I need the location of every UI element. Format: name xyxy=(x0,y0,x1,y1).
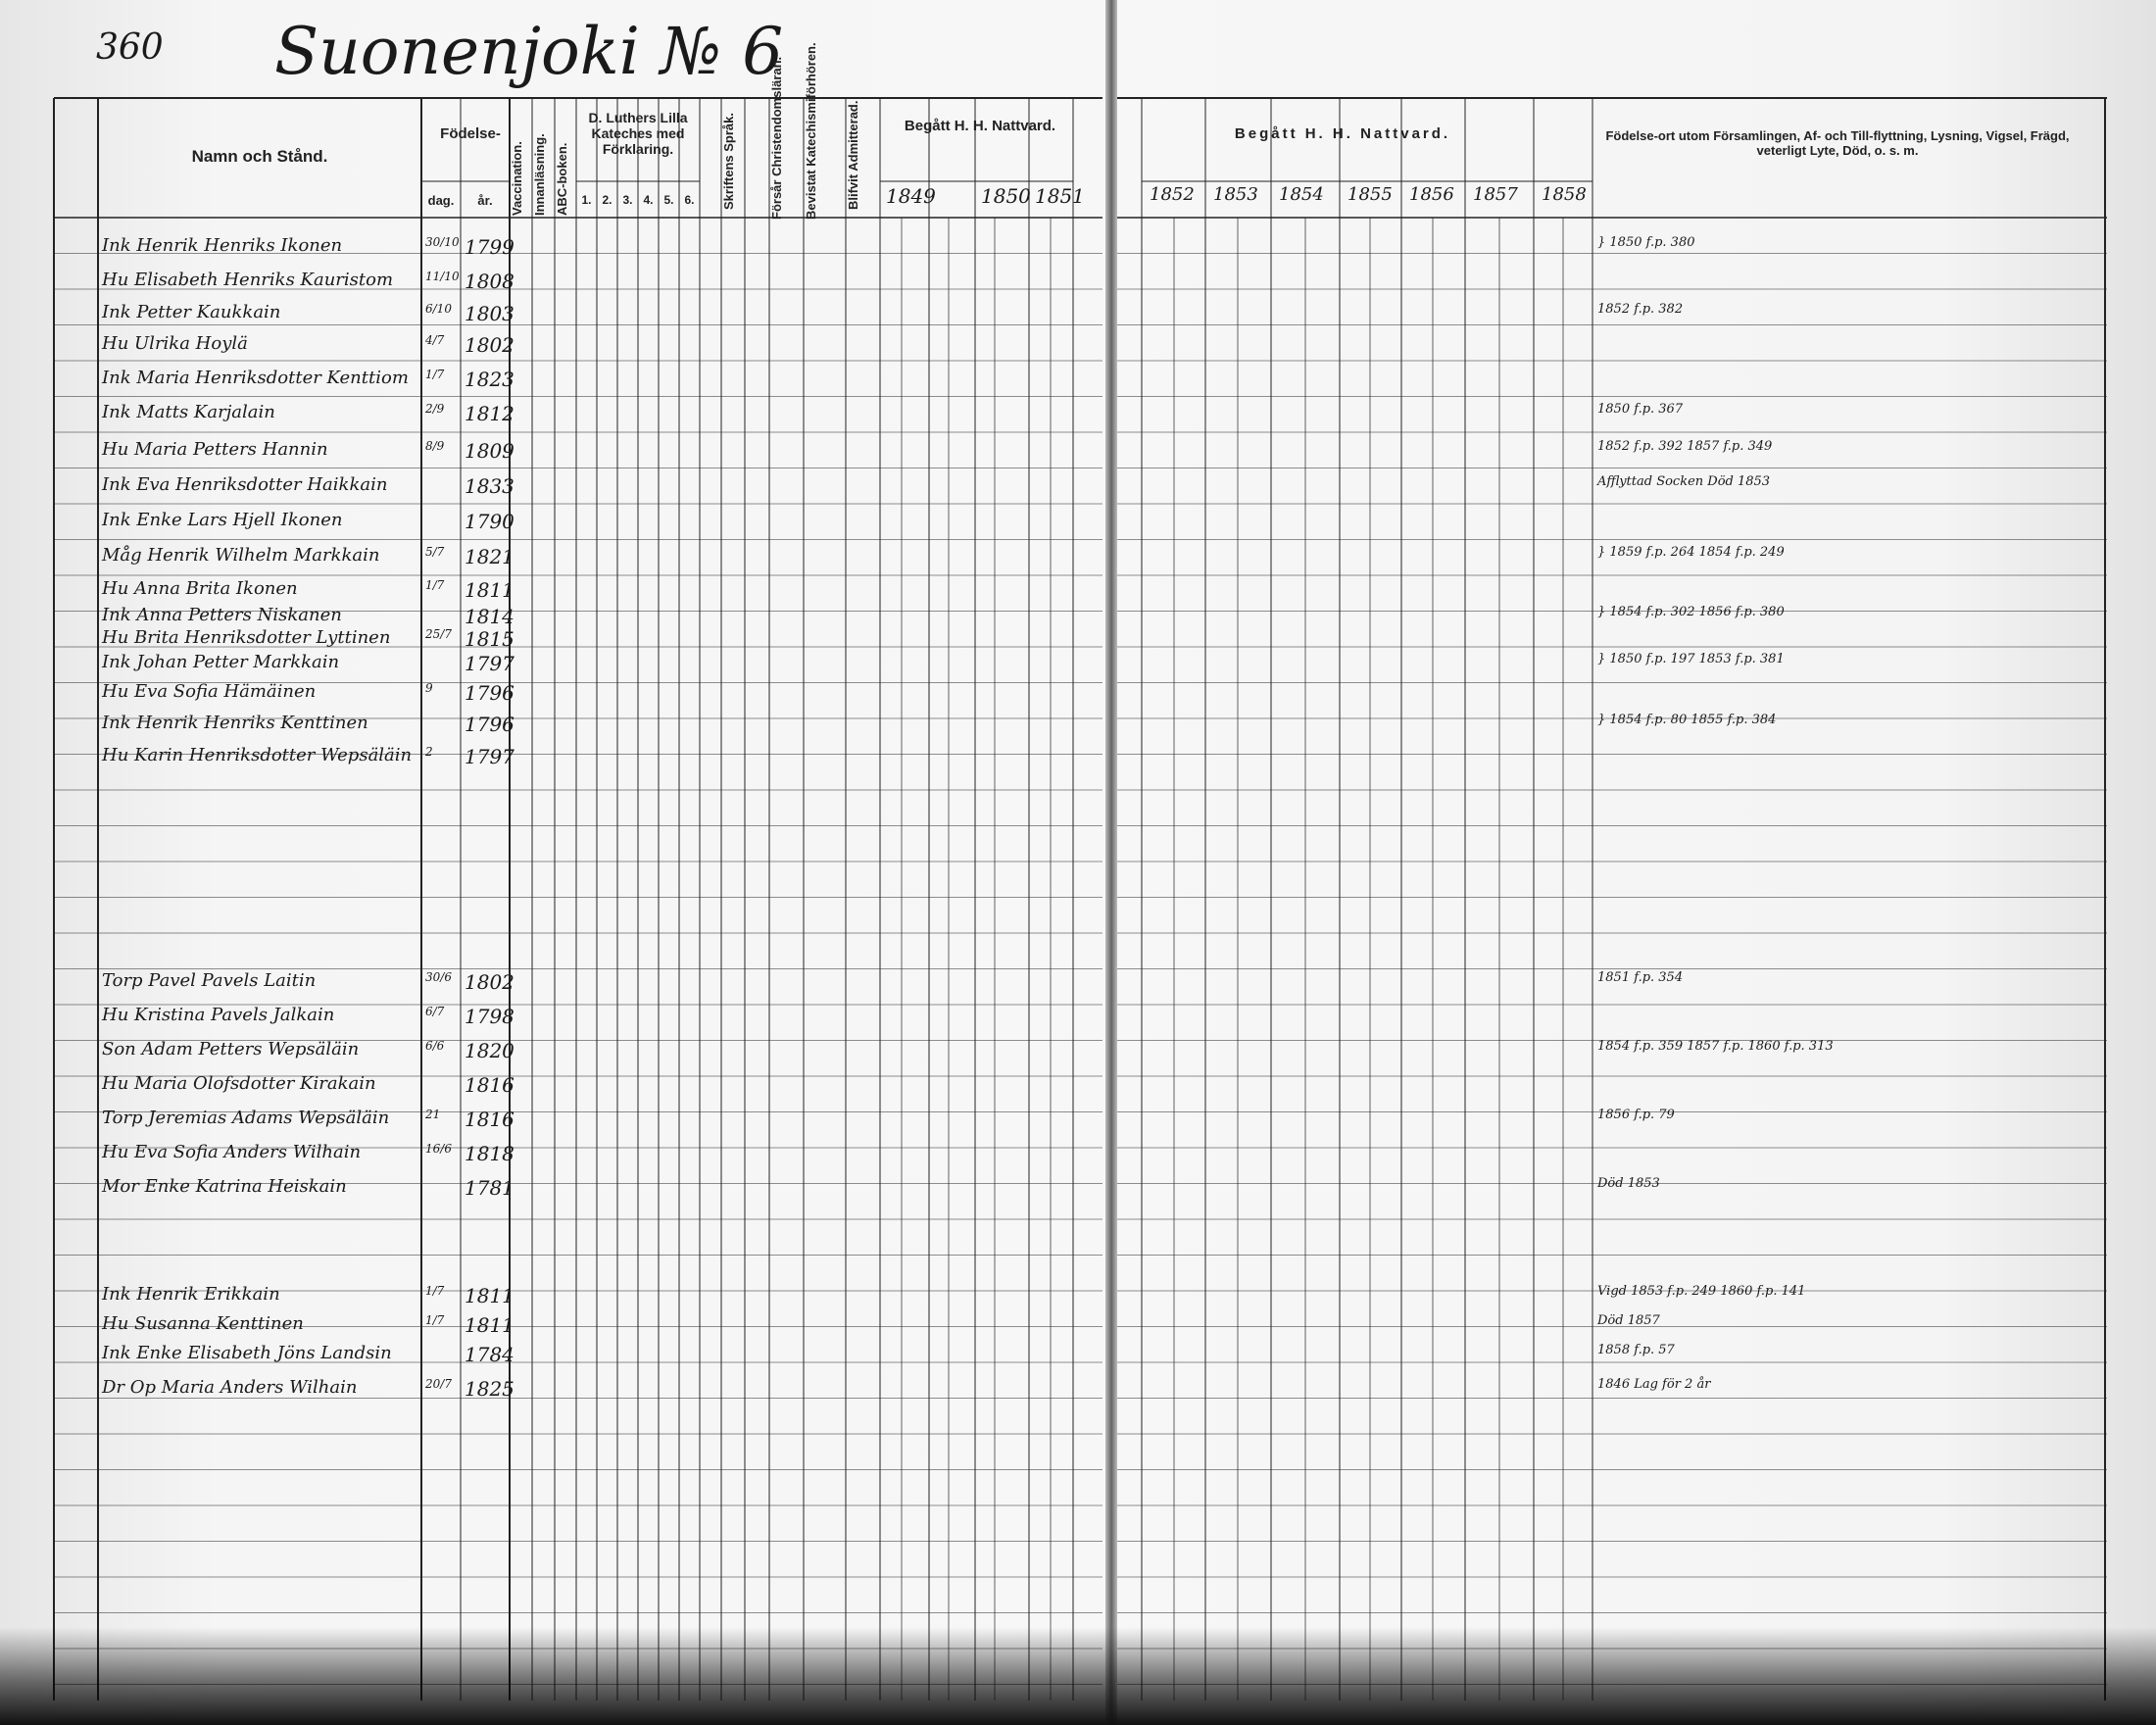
birth-day: 8/9 xyxy=(425,439,445,453)
person-name: Mor Enke Katrina Heiskain xyxy=(102,1176,347,1197)
birth-day: 1/7 xyxy=(425,578,445,592)
birth-year: 1809 xyxy=(465,439,514,463)
birth-year: 1816 xyxy=(465,1073,514,1097)
year-1855: 1855 xyxy=(1348,184,1393,205)
birth-year: 1833 xyxy=(465,474,514,498)
birth-day: 20/7 xyxy=(425,1377,452,1391)
remark-note: 1852 f.p. 392 1857 f.p. 349 xyxy=(1597,439,1773,454)
birth-year: 1825 xyxy=(465,1377,514,1401)
remark-note: } 1850 f.p. 380 xyxy=(1597,235,1695,250)
birth-day: 30/10 xyxy=(425,235,460,249)
birth-day: 6/6 xyxy=(425,1039,445,1053)
remark-note: Vigd 1853 f.p. 249 1860 f.p. 141 xyxy=(1597,1284,1806,1299)
birth-year: 1811 xyxy=(465,1313,514,1337)
year-1849: 1849 xyxy=(886,184,936,208)
person-name: Ink Anna Petters Niskanen xyxy=(102,605,342,625)
person-name: Son Adam Petters Wepsäläin xyxy=(102,1039,360,1060)
remark-note: 1851 f.p. 354 xyxy=(1597,970,1684,985)
person-name: Hu Brita Henriksdotter Lyttinen xyxy=(102,627,391,648)
birth-day: 25/7 xyxy=(425,627,452,641)
year-1856: 1856 xyxy=(1409,184,1454,205)
header-skriftens: Skriftens Språk. xyxy=(721,113,736,210)
person-name: Torp Jeremias Adams Wepsäläin xyxy=(102,1108,390,1128)
birth-day: 30/6 xyxy=(425,970,452,984)
birth-year: 1815 xyxy=(465,627,514,651)
person-name: Hu Eva Sofia Anders Wilhain xyxy=(102,1142,362,1162)
birth-day: 5/7 xyxy=(425,545,445,559)
birth-year: 1796 xyxy=(465,713,514,736)
year-1850: 1850 xyxy=(981,184,1031,208)
birth-day: 4/7 xyxy=(425,333,445,347)
header-begatt-left: Begått H. H. Nattvard. xyxy=(904,118,1056,134)
luther-column-3: 3. xyxy=(622,193,633,207)
birth-year: 1790 xyxy=(465,510,514,533)
luther-column-4: 4. xyxy=(643,193,654,207)
birth-day: 11/10 xyxy=(425,270,460,283)
luther-column-1: 1. xyxy=(581,193,592,207)
person-name: Hu Susanna Kenttinen xyxy=(102,1313,304,1334)
remark-note: Afflyttad Socken Död 1853 xyxy=(1597,474,1771,489)
person-name: Hu Anna Brita Ikonen xyxy=(102,578,298,599)
person-name: Dr Op Maria Anders Wilhain xyxy=(102,1377,358,1398)
header-begatt-right: Begått H. H. Nattvard. xyxy=(1234,125,1451,142)
book-spine xyxy=(1105,0,1117,1725)
birth-year: 1811 xyxy=(465,578,514,602)
remark-note: 1846 Lag för 2 år xyxy=(1597,1377,1711,1392)
birth-day: 1/7 xyxy=(425,368,445,381)
birth-year: 1821 xyxy=(465,545,514,568)
person-name: Hu Kristina Pavels Jalkain xyxy=(102,1005,335,1025)
year-1857: 1857 xyxy=(1473,184,1518,205)
birth-year: 1802 xyxy=(465,970,514,994)
birth-year: 1814 xyxy=(465,605,514,628)
remark-note: } 1854 f.p. 80 1855 f.p. 384 xyxy=(1597,713,1777,727)
person-name: Ink Henrik Henriks Kenttinen xyxy=(102,713,368,733)
year-1858: 1858 xyxy=(1542,184,1587,205)
birth-year: 1797 xyxy=(465,652,514,675)
header-fodelse: Födelse- xyxy=(440,125,501,142)
person-name: Hu Maria Olofsdotter Kirakain xyxy=(102,1073,376,1094)
luther-column-2: 2. xyxy=(602,193,612,207)
remark-note: } 1850 f.p. 197 1853 f.p. 381 xyxy=(1597,652,1785,666)
person-name: Ink Petter Kaukkain xyxy=(102,302,281,322)
remark-note: 1856 f.p. 79 xyxy=(1597,1108,1675,1122)
remark-note: 1858 f.p. 57 xyxy=(1597,1343,1675,1357)
person-name: Ink Enke Lars Hjell Ikonen xyxy=(102,510,343,530)
birth-day: 1/7 xyxy=(425,1313,445,1327)
birth-year: 1784 xyxy=(465,1343,514,1366)
header-innanlasning: Innanläsning. xyxy=(532,133,547,216)
page-number: 360 xyxy=(96,27,164,68)
header-abc: ABC-boken. xyxy=(555,142,569,216)
header-vaccination: Vaccination. xyxy=(510,141,524,216)
luther-column-6: 6. xyxy=(684,193,695,207)
birth-day: 2/9 xyxy=(425,402,445,416)
person-name: Ink Maria Henriksdotter Kenttiom xyxy=(102,368,409,388)
birth-year: 1811 xyxy=(465,1284,514,1307)
birth-year: 1808 xyxy=(465,270,514,293)
person-name: Ink Matts Karjalain xyxy=(102,402,275,422)
person-name: Hu Karin Henriksdotter Wepsäläin xyxy=(102,745,413,765)
birth-year: 1802 xyxy=(465,333,514,357)
birth-year: 1799 xyxy=(465,235,514,259)
birth-day: 16/6 xyxy=(425,1142,452,1156)
person-name: Ink Henrik Henriks Ikonen xyxy=(102,235,343,256)
remark-note: 1850 f.p. 367 xyxy=(1597,402,1684,417)
person-name: Hu Ulrika Hoylä xyxy=(102,333,248,354)
birth-year: 1816 xyxy=(465,1108,514,1131)
remark-note: 1852 f.p. 382 xyxy=(1597,302,1684,317)
person-name: Ink Eva Henriksdotter Haikkain xyxy=(102,474,388,495)
remark-note: } 1854 f.p. 302 1856 f.p. 380 xyxy=(1597,605,1785,619)
page-title: Suonenjoki № 6 xyxy=(274,14,784,89)
birth-day: 2 xyxy=(425,745,433,759)
person-name: Ink Johan Petter Markkain xyxy=(102,652,340,672)
birth-year: 1818 xyxy=(465,1142,514,1165)
year-1851: 1851 xyxy=(1035,184,1085,208)
person-name: Ink Henrik Erikkain xyxy=(102,1284,280,1305)
header-ar: år. xyxy=(477,193,493,208)
birth-year: 1803 xyxy=(465,302,514,325)
header-forsar: Försår Christendomsläran. xyxy=(769,56,784,220)
remark-note: 1854 f.p. 359 1857 f.p. 1860 f.p. 313 xyxy=(1597,1039,1834,1054)
birth-day: 6/10 xyxy=(425,302,452,316)
person-name: Hu Elisabeth Henriks Kauristom xyxy=(102,270,394,290)
year-1854: 1854 xyxy=(1279,184,1324,205)
luther-column-5: 5. xyxy=(663,193,674,207)
birth-day: 6/7 xyxy=(425,1005,445,1018)
birth-year: 1823 xyxy=(465,368,514,391)
birth-year: 1796 xyxy=(465,681,514,705)
year-1853: 1853 xyxy=(1213,184,1258,205)
header-name: Namn och Stånd. xyxy=(191,147,328,166)
header-dag: dag. xyxy=(427,193,455,208)
header-remarks: Födelse-ort utom Församlingen, Af- och Till-flyttning, Lysning, Vigsel, Frägd, veterligt Lyte, Död, o. s. m. xyxy=(1605,128,2070,158)
birth-year: 1797 xyxy=(465,745,514,768)
header-luther: D. Luthers Lilla Kateches med Förklaring. xyxy=(588,110,688,158)
year-1852: 1852 xyxy=(1150,184,1195,205)
birth-year: 1798 xyxy=(465,1005,514,1028)
person-name: Hu Eva Sofia Hämäinen xyxy=(102,681,317,702)
person-name: Ink Enke Elisabeth Jöns Landsin xyxy=(102,1343,392,1363)
birth-year: 1812 xyxy=(465,402,514,425)
birth-day: 21 xyxy=(425,1108,441,1121)
person-name: Hu Maria Petters Hannin xyxy=(102,439,328,460)
header-bevistat: Bevistat Katechismiförhören. xyxy=(804,42,818,220)
remark-note: Död 1857 xyxy=(1597,1313,1660,1328)
birth-day: 9 xyxy=(425,681,433,695)
remark-note: } 1859 f.p. 264 1854 f.p. 249 xyxy=(1597,545,1785,560)
birth-day: 1/7 xyxy=(425,1284,445,1298)
scan-edge-shadow xyxy=(0,1627,2156,1725)
person-name: Torp Pavel Pavels Laitin xyxy=(102,970,317,991)
header-blifvit: Blifvit Admitterad. xyxy=(846,100,860,210)
person-name: Måg Henrik Wilhelm Markkain xyxy=(102,545,380,566)
birth-year: 1820 xyxy=(465,1039,514,1062)
birth-year: 1781 xyxy=(465,1176,514,1200)
remark-note: Död 1853 xyxy=(1597,1176,1660,1191)
